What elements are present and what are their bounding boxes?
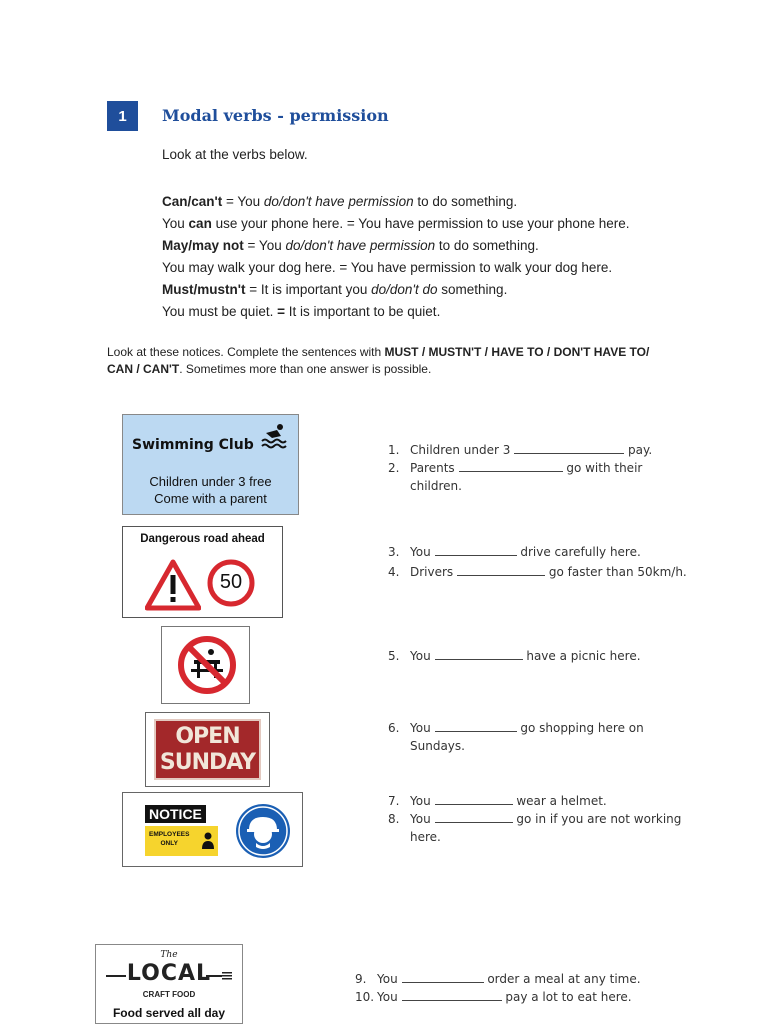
sentence-start: Drivers [410, 565, 454, 579]
craft-food-text: CRAFT FOOD [142, 990, 196, 999]
notice-title: NOTICE [145, 805, 206, 823]
rule-text: = You [243, 238, 286, 253]
sentence-start: You [410, 721, 431, 735]
swimming-line-2: Come with a parent [154, 491, 267, 506]
sentence-9 [355, 970, 641, 988]
intro-text: Look at the verbs below. [162, 147, 308, 162]
sentence-end: go in if you are not working [516, 812, 682, 826]
sentence-8 [388, 810, 681, 846]
rule-text: You must be quiet. [162, 304, 278, 319]
rule-term: can [188, 216, 212, 231]
exercise-instructions [107, 344, 667, 378]
sentence-number: 9. [355, 972, 367, 986]
answer-blank-7[interactable] [435, 792, 513, 805]
sentence-end: wear a helmet. [516, 794, 607, 808]
sentence-end: go with their [566, 461, 643, 475]
sentence-end: drive carefully here. [520, 545, 641, 559]
dangerous-road-sign [122, 526, 283, 618]
section-number-badge: 1 [107, 101, 138, 131]
rule-text: = It is important you [245, 282, 372, 297]
the-local-name: LOCAL [126, 961, 212, 986]
answer-blank-3[interactable] [435, 543, 517, 556]
answer-blank-9[interactable] [402, 970, 484, 983]
rule-text: to do something. [413, 194, 518, 209]
rule-term: May/may not [162, 238, 244, 253]
speed-limit-number: 50 [219, 571, 243, 593]
sentence-end: have a picnic here. [526, 649, 641, 663]
rule-italic: do/don't have permission [263, 194, 414, 209]
sentence-number: 2. [388, 461, 400, 475]
sentence-number: 1. [388, 443, 400, 457]
sentence-end: pay a lot to eat here. [505, 990, 632, 1004]
sentence-5 [388, 647, 641, 665]
sentence-start: You [410, 649, 431, 663]
swimming-club-sign [122, 414, 299, 515]
rule-text: something. [437, 282, 508, 297]
answer-blank-1[interactable] [514, 441, 624, 454]
sentence-10 [355, 988, 632, 1006]
helmet-icon [235, 803, 291, 859]
swimmer-icon [260, 421, 290, 451]
rule-text: It is important to be quiet. [284, 304, 441, 319]
sentence-start: You [410, 545, 431, 559]
sentence-3 [388, 543, 641, 561]
swimming-club-title: Swimming Club [132, 437, 254, 453]
sentence-start: You [377, 990, 398, 1004]
sunday-text: SUNDAY [159, 750, 256, 775]
rule-line-5 [162, 279, 629, 301]
sentence-continuation: here. [410, 830, 441, 844]
rule-line-3 [162, 235, 629, 257]
sentence-6 [388, 719, 644, 755]
sentence-number: 8. [388, 812, 400, 826]
sentence-number: 6. [388, 721, 400, 735]
sentence-start: You [410, 794, 431, 808]
sentence-number: 7. [388, 794, 400, 808]
sentence-start: Children under 3 [410, 443, 511, 457]
warning-triangle-icon [145, 559, 201, 611]
employees-only-text: EMPLOYEES ONLY [149, 831, 190, 847]
sentence-start: You [410, 812, 431, 826]
sentence-start: Parents [410, 461, 455, 475]
swimming-club-text [123, 473, 298, 507]
sentence-7 [388, 792, 607, 810]
rule-text: to do something. [435, 238, 539, 253]
swimming-line-1: Children under 3 free [149, 474, 272, 489]
sentence-end: go shopping here on [520, 721, 644, 735]
sentence-4 [388, 563, 687, 581]
notice-sign [122, 792, 303, 867]
sentence-number: 3. [388, 545, 400, 559]
rule-line-4: You may walk your dog here. = You have permission to walk your dog here. [162, 260, 613, 275]
rules-block [162, 191, 629, 323]
no-picnic-icon [177, 635, 237, 695]
rule-line-2 [162, 213, 629, 235]
the-local-prefix: The [160, 950, 178, 960]
sentence-1 [388, 441, 652, 459]
sentence-continuation: children. [410, 479, 462, 493]
food-served-text: Food served all day [112, 1006, 226, 1020]
instruction-options: MUST / MUSTN'T / HAVE TO / DON'T HAVE TO/ CAN / CAN'T [107, 345, 650, 376]
answer-blank-4[interactable] [457, 563, 545, 576]
open-text: OPEN [175, 724, 240, 749]
sentence-number: 10. [355, 990, 375, 1004]
rule-text: = You [222, 194, 264, 209]
no-picnic-sign [161, 626, 250, 704]
sentence-start: You [377, 972, 398, 986]
rule-term: = [277, 304, 285, 319]
section-title: Modal verbs - permission [162, 106, 389, 125]
sentence-2 [388, 459, 642, 495]
answer-blank-10[interactable] [402, 988, 502, 1001]
sentence-number: 4. [388, 565, 400, 579]
rule-term: Must/mustn't [162, 282, 246, 297]
answer-blank-5[interactable] [435, 647, 523, 660]
sentence-number: 5. [388, 649, 400, 663]
sentence-continuation: Sundays. [410, 739, 465, 753]
rule-text: use your phone here. = You have permission to use your phone here. [211, 216, 630, 231]
employees-only-panel [145, 826, 218, 856]
rule-line-6 [162, 301, 629, 323]
rule-italic: do/don't do [371, 282, 438, 297]
answer-blank-2[interactable] [459, 459, 563, 472]
open-sunday-plate [154, 719, 261, 780]
sentence-end: order a meal at any time. [487, 972, 641, 986]
person-icon [201, 832, 215, 850]
answer-blank-8[interactable] [435, 810, 513, 823]
rule-term: Can/can't [162, 194, 223, 209]
instruction-text: Look at these notices. Complete the sentences with [107, 345, 385, 359]
rule-italic: do/don't have permission [285, 238, 436, 253]
open-sunday-sign [145, 712, 270, 787]
sentence-end: go faster than 50km/h. [548, 565, 687, 579]
rule-text: You [162, 216, 189, 231]
sentence-end: pay. [628, 443, 653, 457]
rule-line-1 [162, 191, 629, 213]
instruction-text: . Sometimes more than one answer is possible. [179, 362, 432, 376]
the-local-sign [95, 944, 243, 1024]
dangerous-road-title: Dangerous road ahead [140, 533, 265, 545]
answer-blank-6[interactable] [435, 719, 517, 732]
